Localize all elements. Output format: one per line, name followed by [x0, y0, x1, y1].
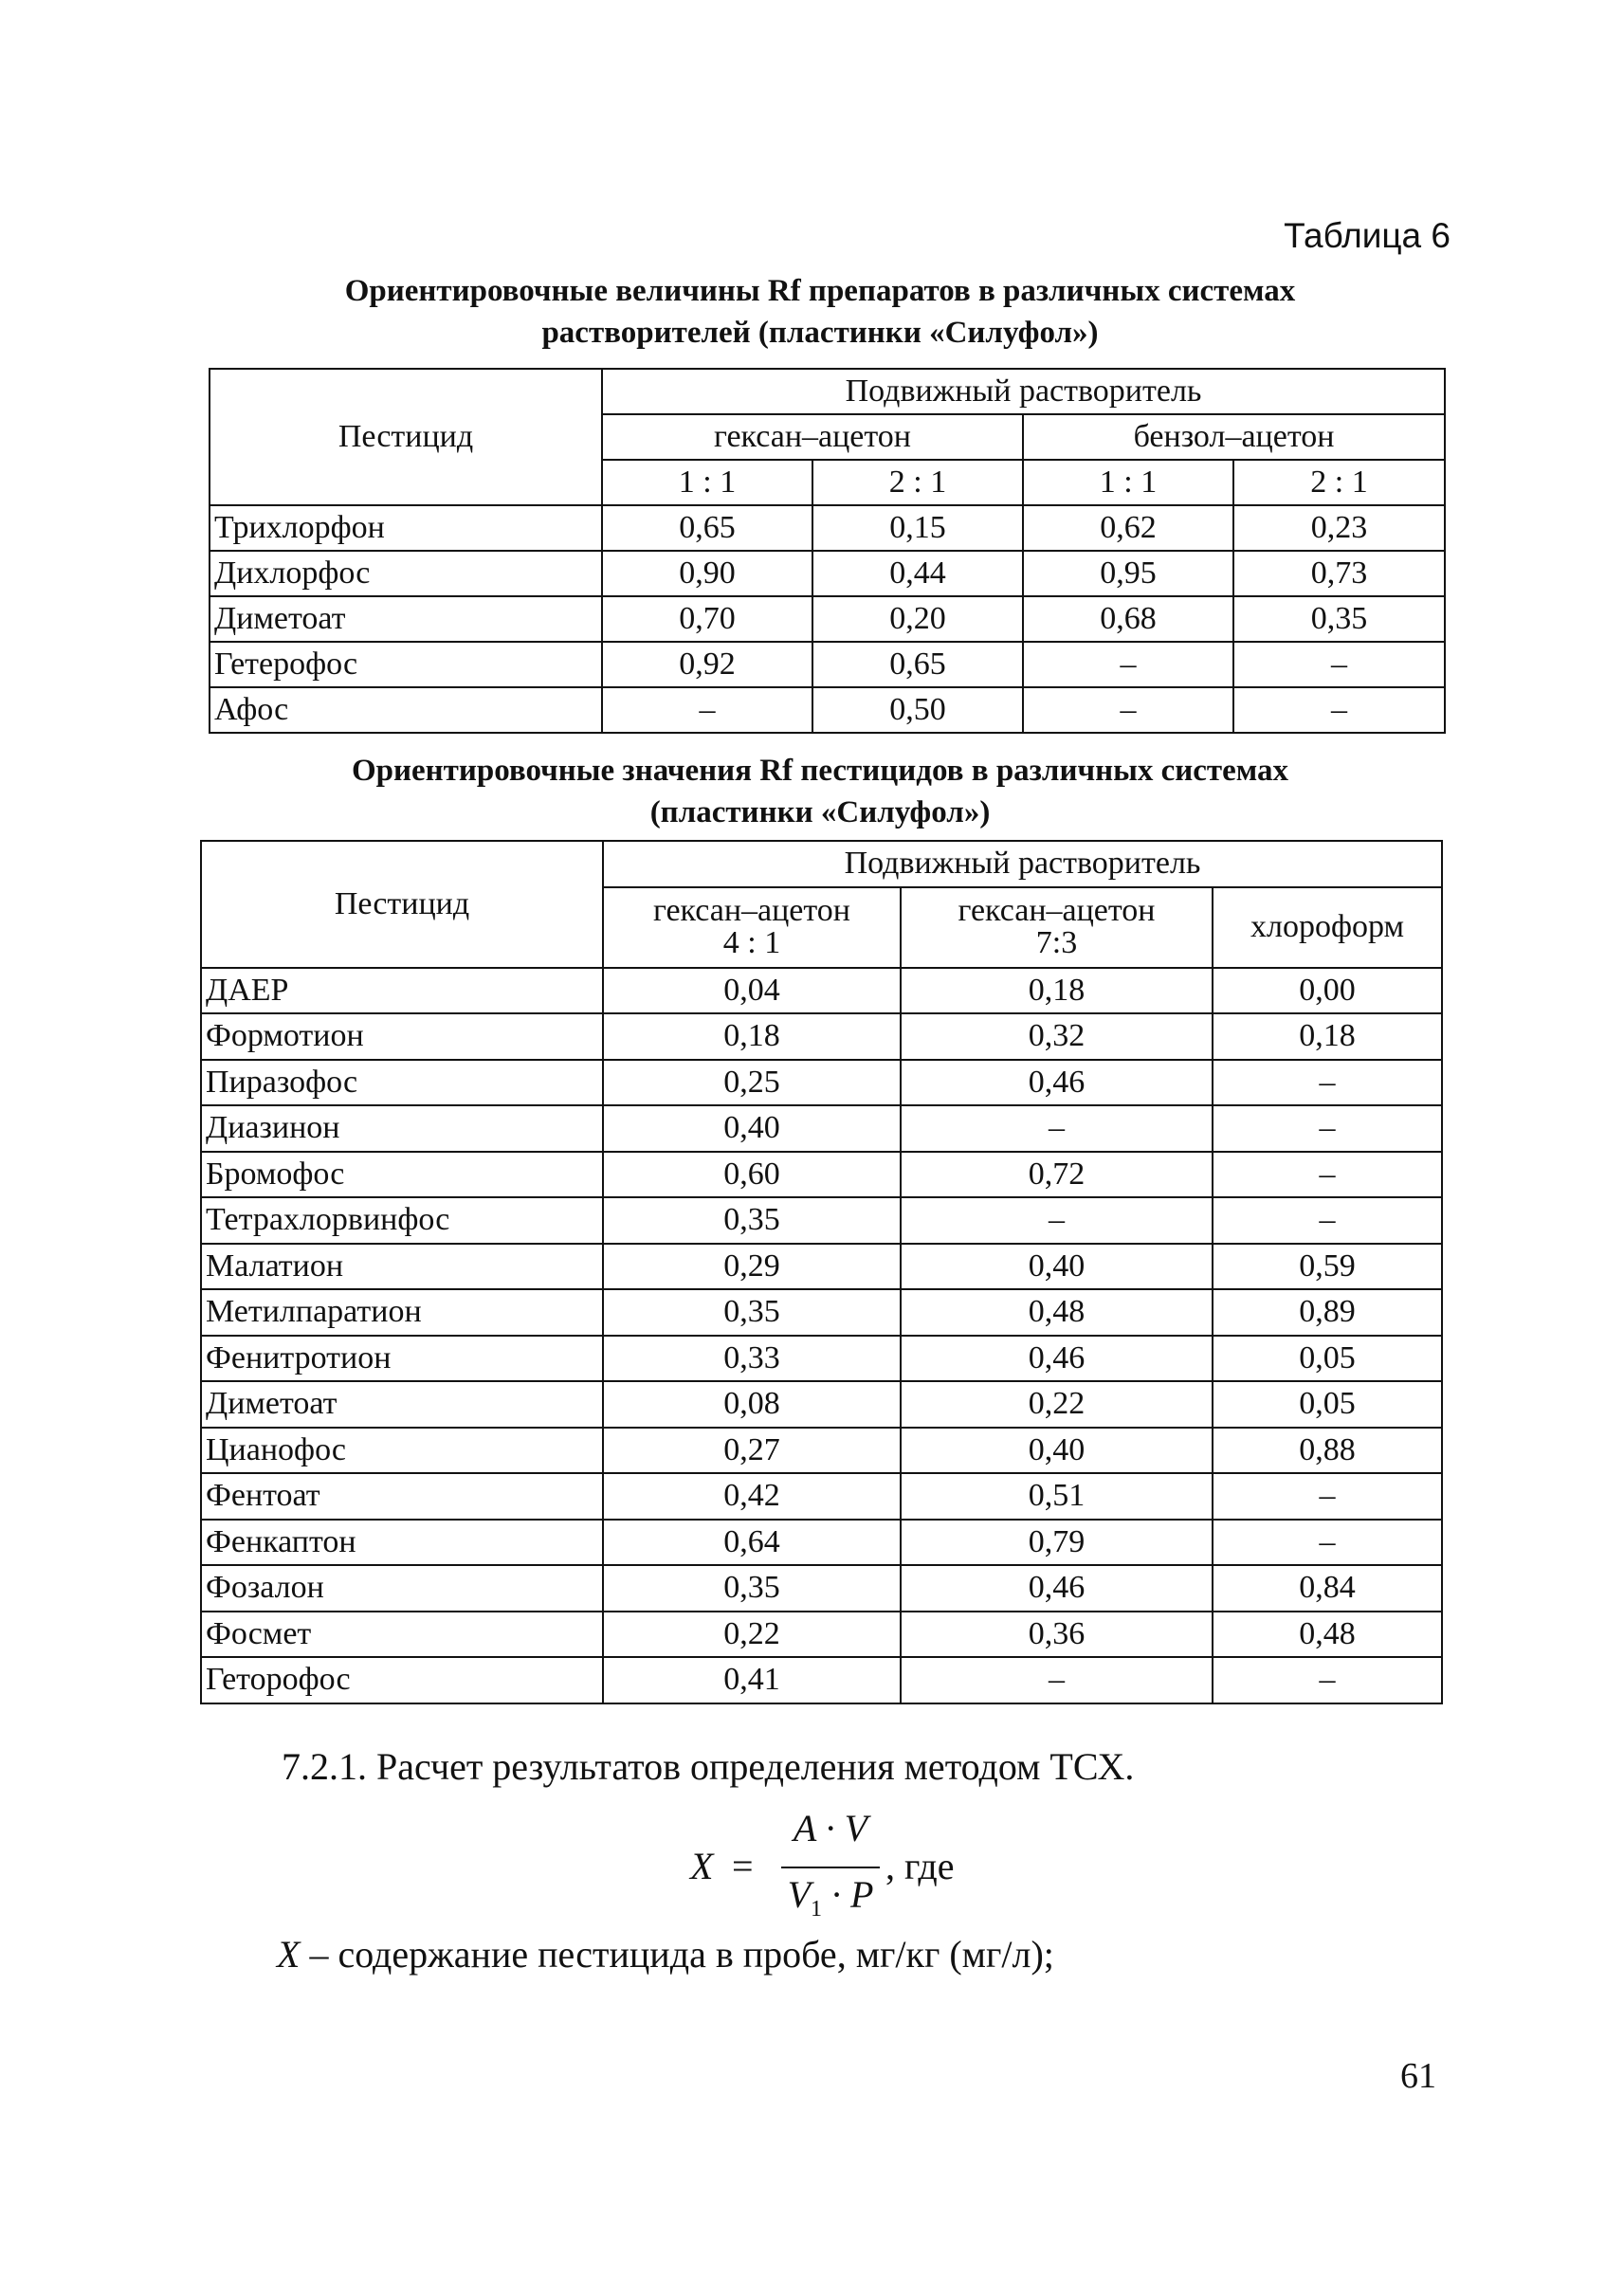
table-row [210, 596, 1445, 642]
rf-value-cell: – [1023, 687, 1233, 733]
rf-value-cell: – [901, 1657, 1213, 1703]
rf-value-cell: 0,22 [603, 1612, 901, 1658]
table-number-label: Таблица 6 [1284, 216, 1451, 255]
header-solvent-ratio: 4 : 1 [722, 925, 781, 960]
table-row [210, 551, 1445, 596]
rf-value-cell: 0,65 [812, 642, 1023, 687]
table-row [201, 1105, 1442, 1152]
formula-suffix: , где [885, 1845, 955, 1887]
pesticide-name: Диазинон [201, 1105, 603, 1152]
rf-value-cell: 0,04 [603, 968, 901, 1014]
table-row [201, 1060, 1442, 1106]
rf-value-cell: 0,59 [1213, 1244, 1442, 1290]
rf-value-cell: 0,64 [603, 1520, 901, 1566]
rf-value-cell: 0,62 [1023, 505, 1233, 551]
rf-value-cell: – [1233, 642, 1445, 687]
header-ratio: 1 : 1 [1023, 460, 1233, 505]
page-number: 61 [1400, 2056, 1436, 2096]
table-row [201, 1289, 1442, 1336]
rf-value-cell: 0,48 [1213, 1612, 1442, 1658]
rf-value-cell: 0,72 [901, 1152, 1213, 1198]
section-heading: 7.2.1. Расчет результатов определения методом ТСХ. [282, 1745, 1135, 1788]
pesticide-name: Фенитротион [201, 1336, 603, 1382]
header-chloroform: хлороформ [1213, 887, 1442, 968]
pesticide-name: Гетерофос [210, 642, 602, 687]
pesticide-name: Пиразофос [201, 1060, 603, 1106]
variable-definition [277, 1932, 1054, 1976]
rf-value-cell: – [1213, 1060, 1442, 1106]
rf-value-cell: 0,20 [812, 596, 1023, 642]
fraction-bar [781, 1867, 880, 1868]
table1-caption-line1: Ориентировочные величины Rf препаратов в различных системах [344, 274, 1296, 308]
rf-value-cell: 0,46 [901, 1565, 1213, 1612]
header-hexane-acetone: гексан–ацетон [602, 414, 1023, 460]
rf-value-cell: 0,05 [1213, 1336, 1442, 1382]
rf-value-cell: 0,73 [1233, 551, 1445, 596]
rf-value-cell: 0,25 [603, 1060, 901, 1106]
rf-value-cell: 0,46 [901, 1336, 1213, 1382]
rf-value-cell: 0,70 [602, 596, 812, 642]
table-row [201, 1013, 1442, 1060]
rf-value-cell: 0,51 [901, 1473, 1213, 1520]
table-row [210, 687, 1445, 733]
rf-value-cell: 0,29 [603, 1244, 901, 1290]
pesticide-name: ДАЕР [201, 968, 603, 1014]
definition-text: – содержание пестицида в пробе, мг/кг (мг/л); [300, 1933, 1054, 1976]
table-row [201, 1244, 1442, 1290]
rf-value-cell: 0,88 [1213, 1428, 1442, 1474]
formula [690, 1806, 994, 1929]
rf-value-cell: 0,65 [602, 505, 812, 551]
rf-value-cell: – [1213, 1197, 1442, 1244]
rf-value-cell: 0,42 [603, 1473, 901, 1520]
rf-value-cell: 0,05 [1213, 1381, 1442, 1428]
header-solvent-name: гексан–ацетон [958, 893, 1156, 928]
rf-value-cell: 0,15 [812, 505, 1023, 551]
header-mobile-solvent: Подвижный растворитель [602, 369, 1445, 414]
pesticide-name: Метилпаратион [201, 1289, 603, 1336]
rf-value-cell: 0,50 [812, 687, 1023, 733]
table2-caption-line1: Ориентировочные значения Rf пестицидов в различных системах [351, 754, 1289, 788]
rf-value-cell: 0,35 [1233, 596, 1445, 642]
header-mobile-solvent: Подвижный растворитель [603, 841, 1442, 887]
denominator-v: V [787, 1873, 811, 1916]
pesticide-name: Диметоат [201, 1381, 603, 1428]
pesticide-name: Фосмет [201, 1612, 603, 1658]
table-row [201, 1473, 1442, 1520]
rf-value-cell: – [901, 1105, 1213, 1152]
formula-equals: = [732, 1845, 754, 1887]
header-hexane-acetone-4-1 [603, 887, 901, 968]
table-row [201, 1197, 1442, 1244]
rf-value-cell: 0,35 [603, 1565, 901, 1612]
rf-value-cell: – [1233, 687, 1445, 733]
rf-value-cell: 0,40 [901, 1428, 1213, 1474]
rf-value-cell: 0,00 [1213, 968, 1442, 1014]
table2-caption [204, 750, 1436, 833]
rf-value-cell: 0,23 [1233, 505, 1445, 551]
table-row [201, 1381, 1442, 1428]
table-row [201, 1612, 1442, 1658]
rf-value-cell: 0,41 [603, 1657, 901, 1703]
rf-value-cell: 0,08 [603, 1381, 901, 1428]
formula-lhs: X [690, 1845, 714, 1887]
rf-value-cell: 0,79 [901, 1520, 1213, 1566]
header-pesticide: Пестицид [210, 369, 602, 505]
definition-symbol: X [277, 1933, 301, 1976]
rf-value-cell: – [1023, 642, 1233, 687]
rf-value-cell: 0,48 [901, 1289, 1213, 1336]
table1-caption [204, 270, 1436, 354]
header-benzene-acetone: бензол–ацетон [1023, 414, 1445, 460]
table-row [201, 1565, 1442, 1612]
pesticide-name: Бромофос [201, 1152, 603, 1198]
table-row [201, 1657, 1442, 1703]
denominator-rest: · P [822, 1873, 874, 1916]
rf-value-cell: – [1213, 1657, 1442, 1703]
rf-value-cell: – [1213, 1152, 1442, 1198]
pesticide-name: Формотион [201, 1013, 603, 1060]
rf-value-cell: 0,22 [901, 1381, 1213, 1428]
rf-value-cell: 0,18 [603, 1013, 901, 1060]
rf-value-cell: 0,89 [1213, 1289, 1442, 1336]
pesticide-name: Дихлорфос [210, 551, 602, 596]
header-ratio: 2 : 1 [1233, 460, 1445, 505]
rf-value-cell: 0,18 [901, 968, 1213, 1014]
rf-value-cell: 0,60 [603, 1152, 901, 1198]
rf-value-cell: 0,46 [901, 1060, 1213, 1106]
table-row [201, 1520, 1442, 1566]
rf-value-cell: – [1213, 1473, 1442, 1520]
rf-value-cell: – [1213, 1520, 1442, 1566]
pesticide-name: Цианофос [201, 1428, 603, 1474]
pesticide-name: Геторофос [201, 1657, 603, 1703]
table-row [210, 642, 1445, 687]
rf-table-pesticides [200, 840, 1443, 1704]
rf-value-cell: 0,40 [901, 1244, 1213, 1290]
rf-value-cell: 0,90 [602, 551, 812, 596]
rf-value-cell: 0,35 [603, 1197, 901, 1244]
rf-value-cell: – [901, 1197, 1213, 1244]
header-ratio: 1 : 1 [602, 460, 812, 505]
pesticide-name: Фентоат [201, 1473, 603, 1520]
rf-value-cell: 0,33 [603, 1336, 901, 1382]
rf-value-cell: – [1213, 1105, 1442, 1152]
table-row [210, 505, 1445, 551]
rf-value-cell: 0,44 [812, 551, 1023, 596]
rf-value-cell: 0,40 [603, 1105, 901, 1152]
pesticide-name: Фенкаптон [201, 1520, 603, 1566]
pesticide-name: Малатион [201, 1244, 603, 1290]
table-row [201, 1336, 1442, 1382]
rf-value-cell: 0,95 [1023, 551, 1233, 596]
pesticide-name: Диметоат [210, 596, 602, 642]
rf-value-cell: 0,36 [901, 1612, 1213, 1658]
formula-denominator [781, 1872, 880, 1922]
rf-value-cell: 0,18 [1213, 1013, 1442, 1060]
rf-value-cell: 0,32 [901, 1013, 1213, 1060]
table-row [201, 1428, 1442, 1474]
header-solvent-name: гексан–ацетон [652, 893, 851, 928]
table2-caption-line2: (пластинки «Силуфол») [649, 795, 991, 829]
header-ratio: 2 : 1 [812, 460, 1023, 505]
table1-caption-line2: растворителей (пластинки «Силуфол») [541, 316, 1099, 350]
rf-value-cell: 0,27 [603, 1428, 901, 1474]
denominator-subscript: 1 [811, 1897, 822, 1922]
header-hexane-acetone-7-3 [901, 887, 1213, 968]
header-solvent-ratio: 7:3 [1035, 925, 1078, 960]
pesticide-name: Тетрахлорвинфос [201, 1197, 603, 1244]
rf-value-cell: 0,68 [1023, 596, 1233, 642]
formula-numerator: A · V [793, 1807, 868, 1849]
rf-table-preparations [209, 368, 1446, 734]
rf-value-cell: 0,35 [603, 1289, 901, 1336]
pesticide-name: Трихлорфон [210, 505, 602, 551]
table-row [201, 968, 1442, 1014]
table-row [201, 1152, 1442, 1198]
rf-value-cell: 0,84 [1213, 1565, 1442, 1612]
pesticide-name: Фозалон [201, 1565, 603, 1612]
pesticide-name: Афос [210, 687, 602, 733]
rf-value-cell: – [602, 687, 812, 733]
rf-value-cell: 0,92 [602, 642, 812, 687]
header-pesticide: Пестицид [201, 841, 603, 968]
